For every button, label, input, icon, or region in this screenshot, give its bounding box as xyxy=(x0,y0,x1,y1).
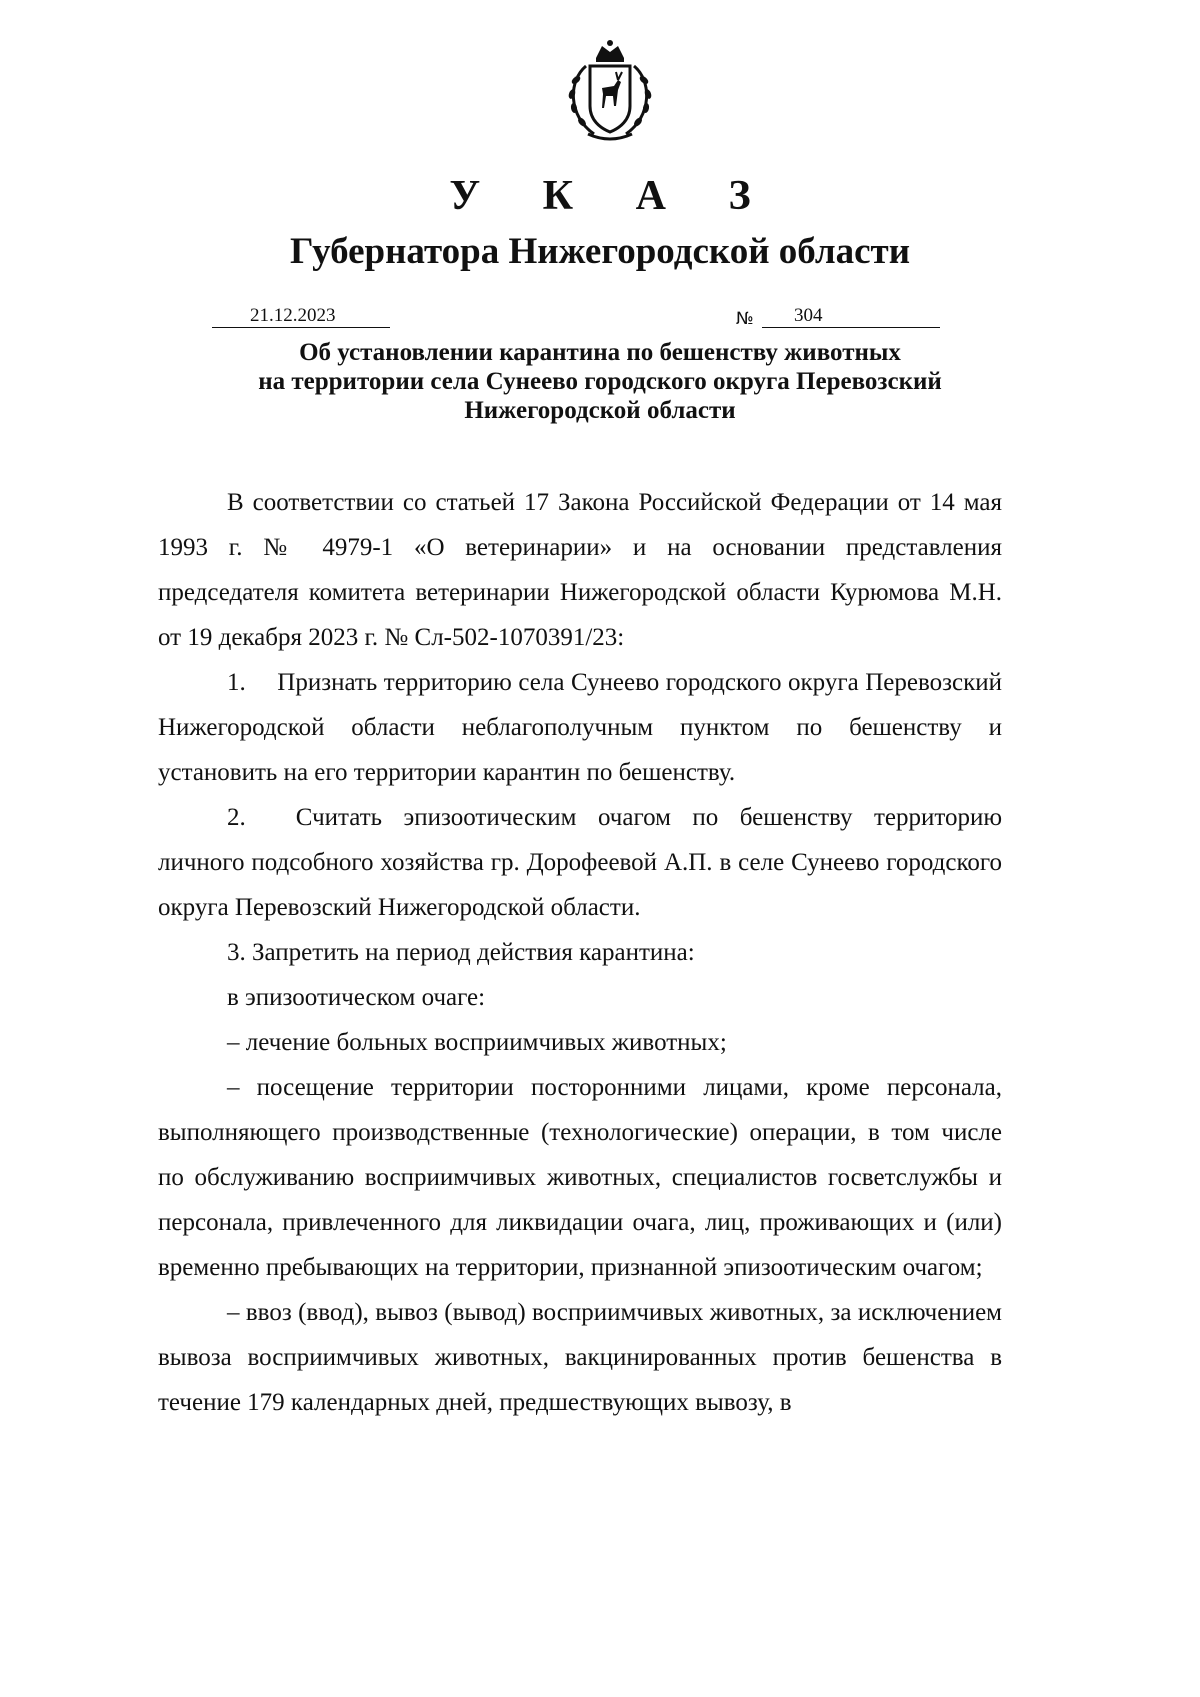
item-3-paragraph: 3. Запретить на период действия карантина: xyxy=(227,939,695,966)
title-line-1: Об установлении карантина по бешенству животных xyxy=(299,339,901,366)
item-1-paragraph: 1. Признать территорию села Сунеево городского округа Перевозский Нижегородской области неблагополучным пунктом по бешенству и установить на его территории карантин по бешенству. xyxy=(158,669,1002,786)
preamble-paragraph: В соответствии со статьей 17 Закона Российской Федерации от 14 мая 1993 г. № 4979-1 «О ветеринарии» и на основании представления председателя комитета ветеринарии Нижегородской области Курюмова М.Н. от 19 декабря 2023 г. № Сл-502-1070391/23: xyxy=(158,489,1002,651)
title-line-3: Нижегородской области xyxy=(464,397,736,424)
number-sign: № xyxy=(736,309,754,329)
number-field xyxy=(762,304,940,328)
document-title xyxy=(200,338,1000,425)
date-value: 21.12.2023 xyxy=(250,305,336,326)
coat-of-arms-icon xyxy=(558,36,662,146)
title-line-2: на территории села Сунеево городского округа Перевозский xyxy=(258,368,942,395)
dash-item-2: – посещение территории посторонними лицами, кроме персонала, выполняющего производственные (технологические) операции, в том числе по обслуживанию восприимчивых животных, специалистов госветслужбы и персонала, привлеченного для ликвидации очага, лиц, проживающих и (или) временно пребывающих на территории, признанной эпизоотическим очагом; xyxy=(158,1074,1002,1281)
item-2-paragraph: 2. Считать эпизоотическим очагом по бешенству территорию личного подсобного хозяйства гр. Дорофеевой А.П. в селе Сунеево городского округа Перевозский Нижегородской области. xyxy=(158,804,1002,921)
document-type: У К А З xyxy=(449,173,777,219)
focus-heading: в эпизоотическом очаге: xyxy=(227,984,486,1011)
date-field xyxy=(212,304,390,328)
dash-item-3: – ввоз (ввод), вывоз (вывод) восприимчивых животных, за исключением вывоза восприимчивых животных, вакцинированных против бешенства в течение 179 календарных дней, предшествующих вывозу, в xyxy=(158,1299,1002,1416)
document-body xyxy=(158,480,1002,1425)
dash-item-1: – лечение больных восприимчивых животных; xyxy=(227,1029,727,1056)
number-value: 304 xyxy=(794,305,823,326)
issuer-title: Губернатора Нижегородской области xyxy=(289,231,911,272)
